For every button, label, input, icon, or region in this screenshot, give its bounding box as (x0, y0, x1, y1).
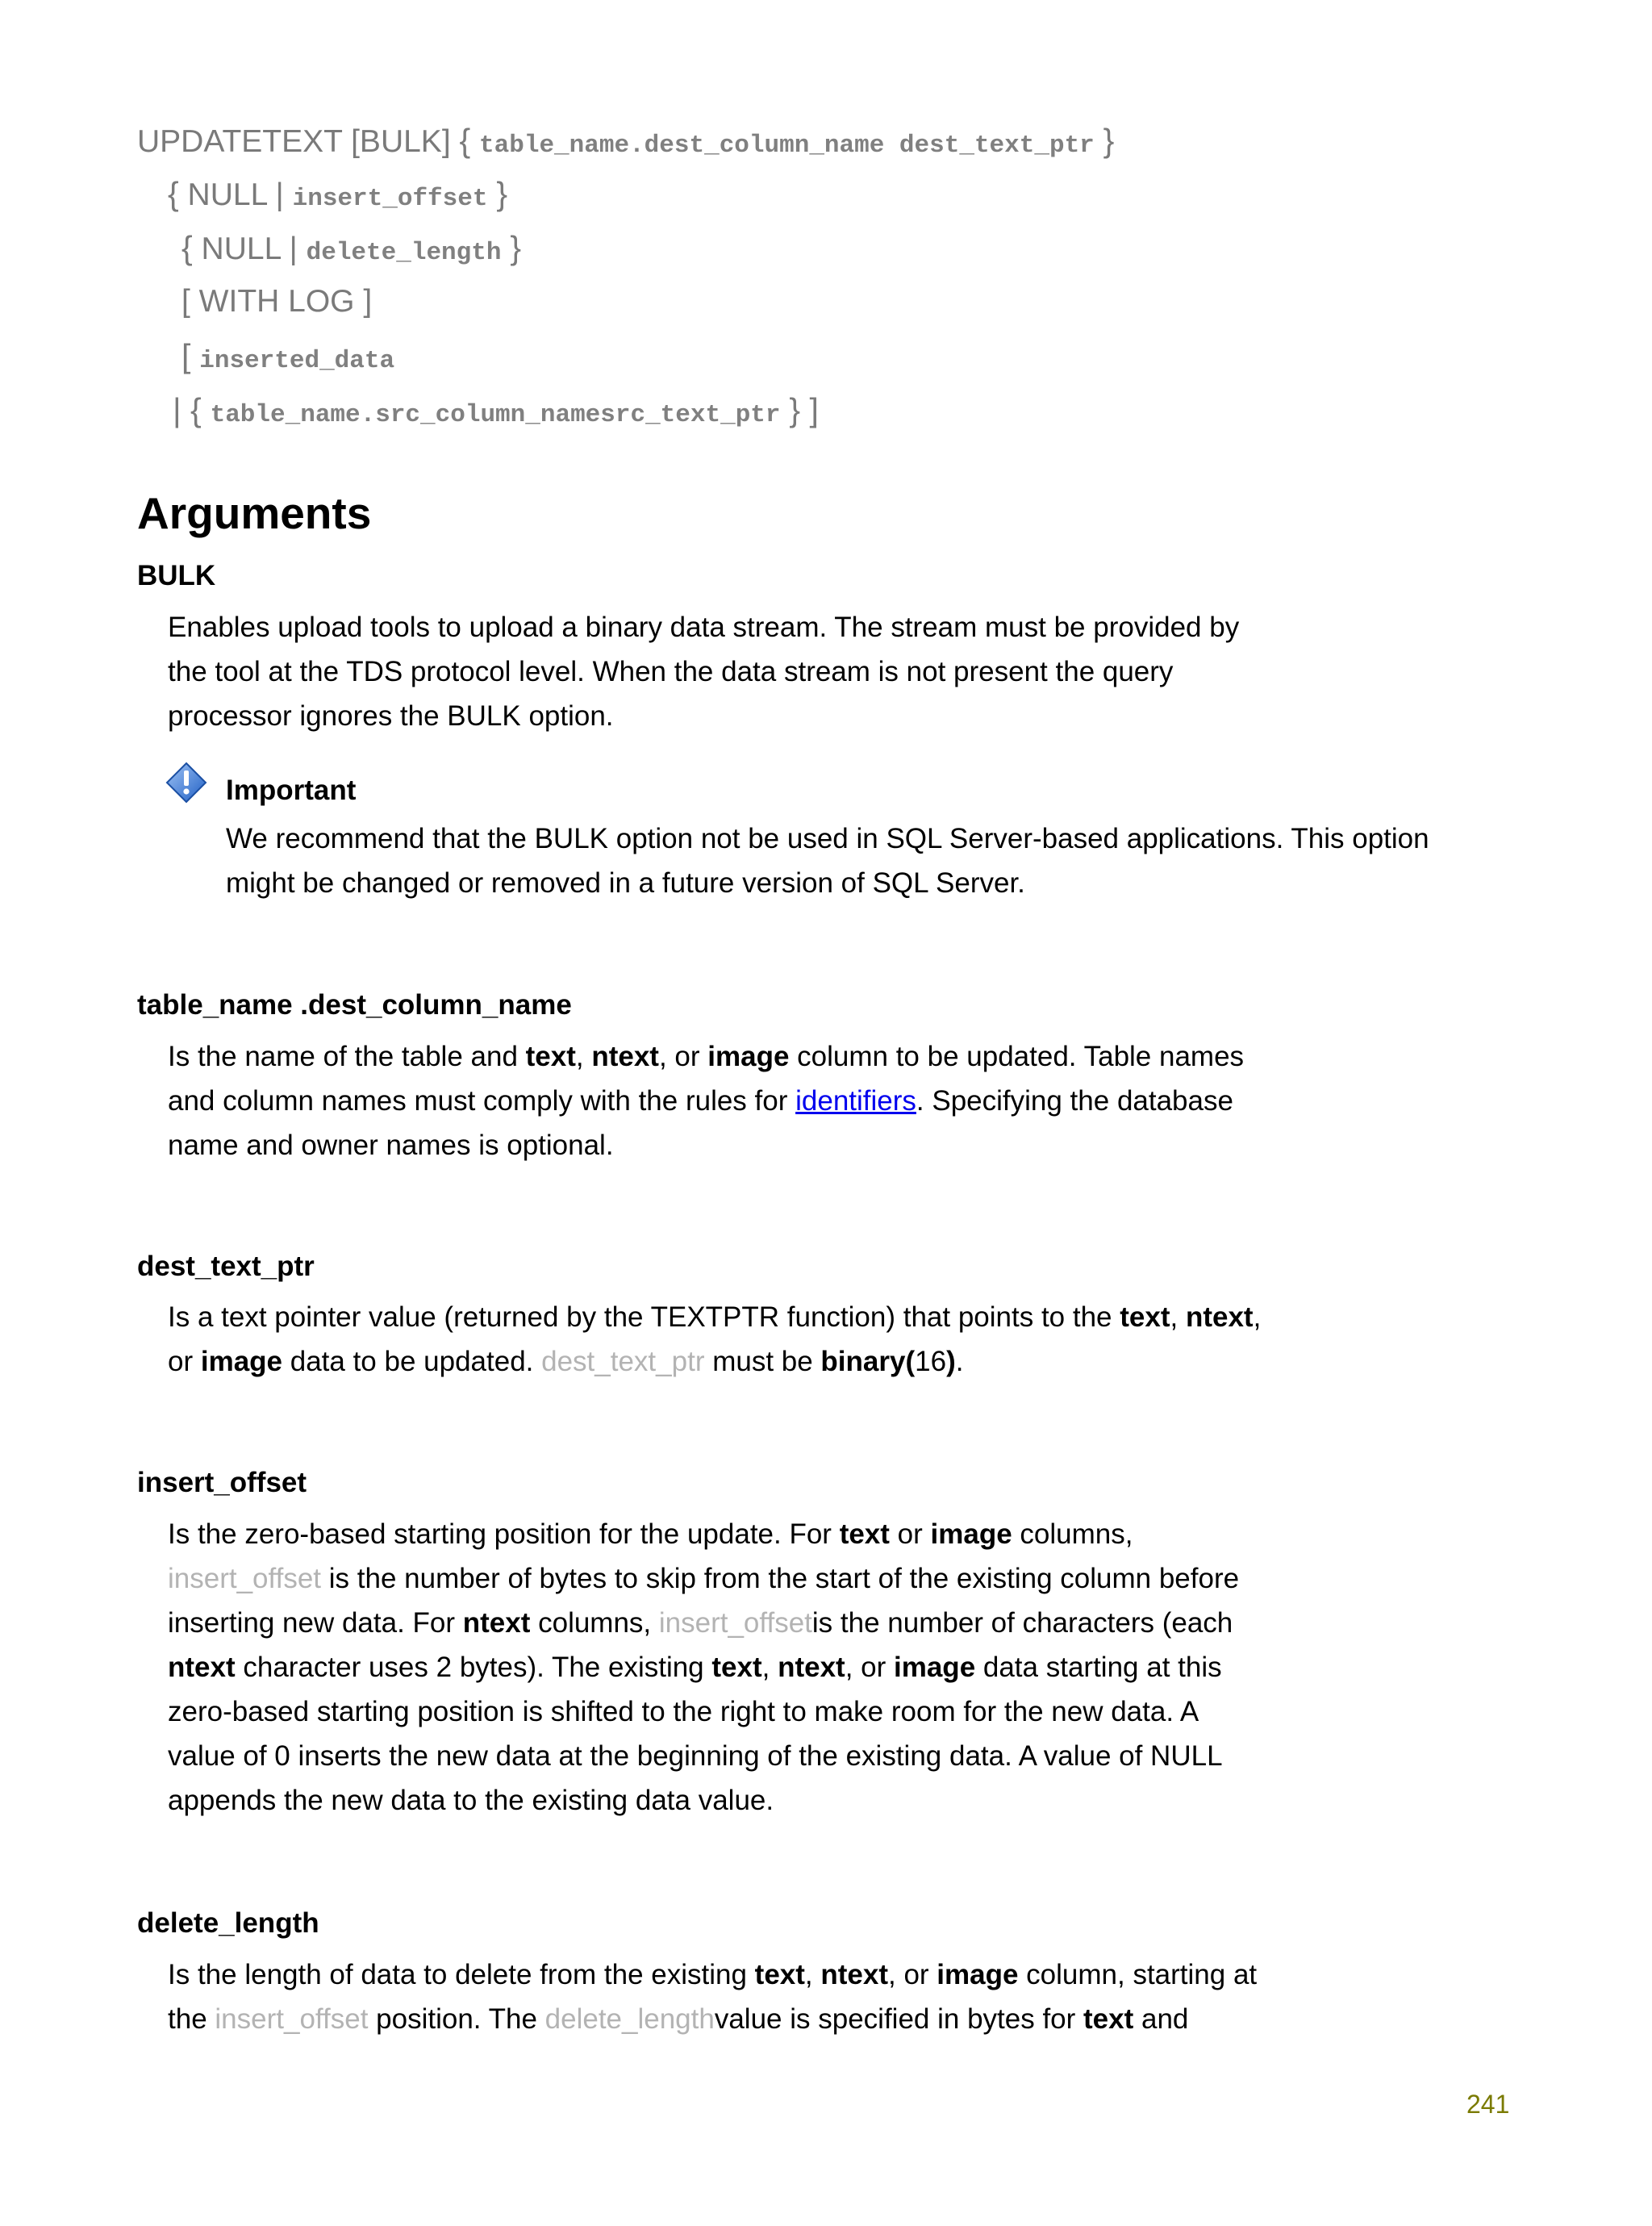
info-icon (165, 762, 207, 804)
paragraph-line: Enables upload tools to upload a binary data stream. The stream must be provided by (168, 612, 1240, 643)
paragraph-line: insert_offset is the number of bytes to skip from the start of the existing column before (168, 1563, 1240, 1594)
argument-term-table-name: table_name .dest_column_name (137, 989, 572, 1021)
placeholder-text: delete_length (544, 2003, 715, 2035)
syntax-keyword: [ WITH LOG ] (181, 284, 373, 319)
paragraph-line: zero-based starting position is shifted to the right to make room for the new data. A (168, 1696, 1199, 1727)
paragraph-line: inserting new data. For ntext columns, insert_offsetis the number of characters (each (168, 1607, 1233, 1639)
argument-description-dest-text-ptr (168, 1295, 1261, 1384)
argument-description-table-name (168, 1034, 1244, 1167)
syntax-brace: { (181, 229, 193, 266)
note-title: Important (226, 775, 357, 806)
paragraph-line: or image data to be updated. dest_text_ptr must be binary(16). (168, 1346, 964, 1377)
paragraph-line: appends the new data to the existing data value. (168, 1785, 774, 1816)
syntax-brace: { (168, 175, 179, 212)
paragraph-line: might be changed or removed in a future version of SQL Server. (226, 867, 1025, 899)
syntax-code: insert_offset (292, 185, 488, 213)
argument-term-dest-text-ptr: dest_text_ptr (137, 1251, 315, 1282)
syntax-brace: } (510, 229, 522, 266)
argument-description-delete-length (168, 1952, 1257, 2041)
section-heading: Arguments (137, 488, 372, 538)
syntax-brace: } (496, 175, 508, 212)
syntax-line-1 (137, 124, 1114, 158)
paragraph-line: value of 0 inserts the new data at the beginning of the existing data. A value of NULL (168, 1740, 1223, 1772)
paragraph-line: processor ignores the BULK option. (168, 700, 614, 732)
syntax-line-4 (181, 286, 372, 317)
syntax-line-3 (181, 229, 522, 267)
placeholder-text: insert_offset (215, 2003, 369, 2035)
paragraph-line: Is a text pointer value (returned by the TEXTPTR function) that points to the text, ntext, (168, 1301, 1262, 1333)
argument-term-insert-offset: insert_offset (137, 1467, 307, 1498)
syntax-keyword: NULL | (187, 177, 284, 212)
argument-description-bulk (168, 605, 1239, 738)
syntax-brace: } (1103, 122, 1115, 159)
syntax-keyword: UPDATETEXT [BULK] (137, 124, 451, 159)
argument-term-delete-length: delete_length (137, 1907, 319, 1939)
paragraph-line: the insert_offset position. The delete_lengthvalue is specified in bytes for text and (168, 2003, 1189, 2035)
paragraph-line: and column names must comply with the rules for identifiers. Specifying the database (168, 1085, 1233, 1117)
paragraph-line: We recommend that the BULK option not be used in SQL Server-based applications. This option (226, 823, 1429, 854)
syntax-keyword: NULL | (201, 232, 298, 266)
identifiers-link[interactable]: identifiers (795, 1085, 916, 1117)
syntax-code: delete_length (306, 239, 502, 267)
paragraph-line: name and owner names is optional. (168, 1130, 614, 1161)
placeholder-text: dest_text_ptr (541, 1346, 705, 1377)
syntax-brace: [ (181, 337, 191, 374)
paragraph-line: Is the length of data to delete from the existing text, ntext, or image column, starting at (168, 1959, 1258, 1990)
placeholder-text: insert_offset (658, 1607, 812, 1639)
argument-description-insert-offset (168, 1512, 1239, 1823)
note-body (226, 816, 1429, 905)
syntax-code: inserted_data (199, 347, 395, 375)
paragraph-line: ntext character uses 2 bytes). The existing text, ntext, or image data starting at this (168, 1652, 1222, 1683)
syntax-brace: | { (173, 391, 202, 428)
paragraph-line: Is the zero-based starting position for the update. For text or image columns, (168, 1518, 1133, 1550)
syntax-line-5 (181, 337, 395, 375)
paragraph-line: Is the name of the table and text, ntext, or image column to be updated. Table names (168, 1041, 1245, 1072)
paragraph-line: the tool at the TDS protocol level. When the data stream is not present the query (168, 656, 1174, 687)
placeholder-text: insert_offset (168, 1563, 322, 1594)
page-number: 241 (1466, 2090, 1510, 2119)
syntax-code: table_name.src_column_namesrc_text_ptr (210, 401, 781, 429)
syntax-brace: { (459, 122, 471, 159)
syntax-line-2 (168, 177, 507, 211)
syntax-line-6 (173, 391, 819, 429)
syntax-brace: } ] (789, 391, 819, 428)
syntax-code: table_name.dest_column_name dest_text_ptr (479, 132, 1095, 160)
argument-term-bulk: BULK (137, 560, 216, 591)
